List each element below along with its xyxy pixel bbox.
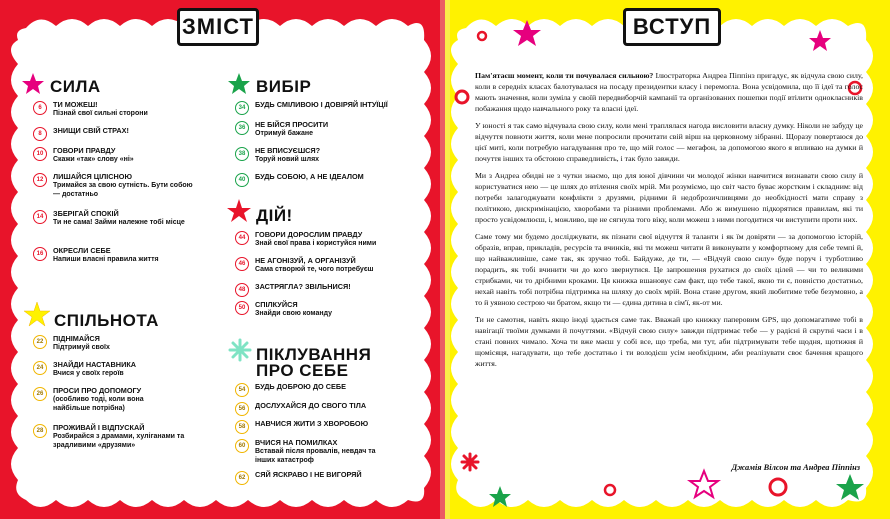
entry-heading: ПРОЖИВАЙ І ВІДПУСКАЙ: [53, 423, 145, 432]
star-icon: [836, 474, 864, 500]
toc-entry[interactable]: [235, 146, 405, 164]
page-number: 10: [33, 147, 47, 161]
entry-subtitle: Отримуй бажане: [255, 130, 313, 137]
ring-icon: [605, 485, 615, 495]
page-number: 48: [235, 283, 249, 297]
page-number: 44: [235, 231, 249, 245]
entry-heading: СЯЙ ЯСКРАВО І НЕ ВИГОРЯЙ: [255, 470, 362, 479]
entry-heading: ВЧИСЯ НА ПОМИЛКАХ: [255, 438, 338, 447]
entry-heading: БУДЬ СОБОЮ, А НЕ ІДЕАЛОМ: [255, 172, 364, 181]
entry-heading: ЗНИЩИ СВІЙ СТРАХ!: [53, 126, 129, 135]
ring-icon: [770, 479, 786, 495]
entry-heading: НЕ ВПИСУЄШСЯ?: [255, 146, 321, 155]
star-icon: [24, 302, 50, 326]
page-number: 24: [33, 361, 47, 375]
toc-entry[interactable]: [33, 209, 193, 227]
star-icon: [228, 73, 250, 94]
entry-subtitle: Розбирайся з драмами, хуліганами та зрадливими «друзями»: [53, 433, 185, 449]
toc-entry[interactable]: [33, 126, 203, 135]
page-number: 36: [235, 121, 249, 135]
contents-title: ЗМІСТ: [177, 8, 259, 46]
entry-heading: ПІДНІМАЙСЯ: [53, 334, 100, 343]
toc-entry[interactable]: [235, 230, 410, 248]
entry-subtitle: Вчися у своїх героїв: [53, 370, 124, 377]
ring-icon: [478, 32, 486, 40]
entry-subtitle: Пізнай свої сильні сторони: [53, 110, 148, 117]
intro-body: [475, 70, 863, 375]
section-title-vybir: ВИБІР: [256, 77, 312, 96]
toc-entry[interactable]: [33, 172, 193, 199]
entry-heading: ГОВОРИ ПРАВДУ: [53, 146, 116, 155]
page-number: 14: [33, 210, 47, 224]
intro-title: ВСТУП: [623, 8, 721, 46]
entry-heading: БУДЬ СМІЛИВОЮ І ДОВІРЯЙ ІНТУЇЦІЇ: [255, 100, 388, 109]
star-icon: [809, 30, 831, 51]
page-number: 6: [33, 101, 47, 115]
intro-paragraph: У юності я так само відчувала свою силу, коли мені траплялася нагода висловити власну думку. Ніколи не забуду це відчуття повноти життя, коли мене попросили прочитати свій вірш на церковному зібранні. Щоразу повертаюся до цієї миті, коли потребую нагадування про те, що мій голос — мегафон, за допомогою якого я впливаю на думки й почуття інших та обстоюю справедливість, і так було завжди.: [475, 121, 863, 163]
star-icon: [513, 20, 541, 46]
entry-heading: НЕ АГОНІЗУЙ, А ОРГАНІЗУЙ: [255, 256, 356, 265]
entry-heading: ДОСЛУХАЙСЯ ДО СВОГО ТІЛА: [255, 401, 367, 410]
entry-heading: БУДЬ ДОБРОЮ ДО СЕБЕ: [255, 382, 346, 391]
toc-entry[interactable]: [235, 100, 410, 109]
entry-subtitle: Підтримуй своїх: [53, 344, 110, 351]
entry-heading: НЕ БІЙСЯ ПРОСИТИ: [255, 120, 329, 129]
entry-subtitle: Торуй новий шлях: [255, 156, 320, 163]
entry-heading: ОКРЕСЛИ СЕБЕ: [53, 246, 111, 255]
toc-entry[interactable]: [33, 386, 173, 413]
page-number: 34: [235, 101, 249, 115]
page-number: 8: [33, 127, 47, 141]
entry-heading: ЗАСТРЯГЛА? ЗВІЛЬНИСЯ!: [255, 282, 351, 291]
toc-entry[interactable]: [33, 100, 203, 118]
page-number: 28: [33, 424, 47, 438]
entry-subtitle: Скажи «так» слову «ні»: [53, 156, 134, 163]
toc-entry[interactable]: [235, 438, 395, 465]
toc-entry[interactable]: [235, 282, 410, 291]
toc-entry[interactable]: [33, 334, 203, 352]
entry-heading: ЛИШАЙСЯ ЦІЛІСНОЮ: [53, 172, 132, 181]
burst-icon: [462, 454, 478, 470]
entry-heading: ЗНАЙДИ НАСТАВНИКА: [53, 360, 137, 369]
entry-heading: ГОВОРИ ДОРОСЛИМ ПРАВДУ: [255, 230, 363, 239]
section-title-pikluvannia: ПІКЛУВАННЯ: [256, 345, 372, 364]
entry-subtitle: Знай свої права і користуйся ними: [255, 240, 377, 247]
intro-paragraph-text: Ілюстраторка Андреа Піппінз пригадує, як відчула свою силу, коли в середніх класах балотувалася на посаду президентки класу і перемогла. Вона усвідомила, що її ідеї та голос мають значення, коли зуміла у своїй передвиборчій кампанії та організованих пошепки події втілити однокласників побажання щодо навчального року та власні ідеї.: [475, 71, 863, 113]
entry-heading: СПІЛКУЙСЯ: [255, 300, 298, 309]
toc-entry[interactable]: [33, 246, 203, 264]
page-number: 50: [235, 301, 249, 315]
toc-entry[interactable]: [235, 382, 410, 391]
toc-entry[interactable]: [235, 419, 410, 428]
entry-heading: НАВЧИСЯ ЖИТИ З ХВОРОБОЮ: [255, 419, 369, 428]
entry-subtitle: (особливо тоді, коли вона найбільше потрібна): [53, 396, 144, 412]
entry-heading: ТИ МОЖЕШ!: [53, 100, 98, 109]
page-number: 62: [235, 471, 249, 485]
page-number: 26: [33, 387, 47, 401]
toc-entry[interactable]: [33, 423, 193, 450]
toc-entry[interactable]: [235, 120, 405, 138]
page-number: 46: [235, 257, 249, 271]
intro-lead-question: Пам'ятаєш момент, коли ти почувалася сильною?: [475, 71, 654, 80]
entry-heading: ПРОСИ ПРО ДОПОМОГУ: [53, 386, 142, 395]
entry-subtitle: Напиши власні правила життя: [53, 256, 159, 263]
toc-entry[interactable]: [235, 256, 410, 274]
entry-subtitle: Сама створюй те, чого потребуєш: [255, 266, 374, 273]
page-number: 12: [33, 173, 47, 187]
toc-entry[interactable]: [33, 360, 203, 378]
section-title-sila: СИЛА: [50, 77, 101, 96]
page-number: 58: [235, 420, 249, 434]
toc-entry[interactable]: [235, 470, 410, 479]
intro-paragraph: Ми з Андреа обидві не з чутки знаємо, що для юної дівчини чи молодої жінки навчитися визнавати свою силу й користуватися нею — це шлях до втілення своїх мрій. Ми розуміємо, що світ часто буває жорстким і складним: від потреби залагоджувати конфлікти з друзями, рідними й недоброзичливцями до необхідності мати справу з політикою, дискримінацією, хворобами та різними проблемами. Або ж вимушено підкорятися правилам, які ти просто усвідомлюєш, і, можливо, ще не сягнула того віку, коли можеш з ними погодитися чи виступити проти них.: [475, 171, 863, 224]
intro-paragraph: Ти не самотня, навіть якщо іноді здається саме так. Вважай цю книжку паперовим GPS, що допомагатиме тобі в навігації твоїми думками й почуттями. «Відчуй свою силу» завжди підтримає тебе — у радісні й скрутні часи і в стані повних чимало. Хоча ти вже маєш у собі все, що треба, ми тут, аби підтримувати тебе щодня, щотижня й щомісяця, нагадувати, що тебе достатньо і ти володієш усім необхідним, аби реалізувати своє бачення кращого життя.: [475, 315, 863, 368]
page-number: 16: [33, 247, 47, 261]
intro-paragraph: Саме тому ми будемо досліджувати, як пізнати свої відчуття й таланти і як їм довіряти — за допомогою історій, образів, вправ, прикладів, ресурсів та вчинків, які ти можеш читати й виконувати у комфортному для себе темпі й, що найважливіше, саме так, як зручно тобі. Байдуже, де ти, — «Відчуй свою силу» буде поруч і турботливо порадить, як тобі вчинити чи до кого звернутися. Це запрошення рухатися до своїх цілей — чи то великими стрибками, чи то дрібними кроками. Ця книжка вшановує сам факт, що тебе такої, якою ти є, повністю достатньо, нехай навіть тобі потрібна підтримка на шляху до своїх мрій. Вона стане другом, який любитиме тебе безумовно, а то й уявною сестрою чи братом, якщо ти — єдина дитина в сім'ї, як-от ми.: [475, 232, 863, 307]
entry-subtitle: Ти не сама! Займи належне тобі місце: [53, 219, 185, 226]
section-title-diy: ДІЙ!: [256, 206, 293, 225]
toc-entry[interactable]: [235, 401, 410, 410]
entry-subtitle: Знайди свою команду: [255, 310, 333, 317]
star-icon: [690, 471, 718, 497]
star-icon: [489, 486, 511, 507]
entry-subtitle: Вставай після провалів, невдач та інших катастроф: [255, 448, 376, 464]
star-icon: [22, 73, 44, 94]
authors-signature: Джамія Вілсон та Андреа Піппінз: [731, 463, 860, 472]
burst-icon: [230, 340, 250, 360]
toc-entry[interactable]: [33, 146, 203, 164]
intro-paragraph: [475, 70, 863, 114]
entry-subtitle: Тримайся за свою сутність. Бути собою — достатньо: [53, 182, 193, 198]
page-number: 54: [235, 383, 249, 397]
ring-icon: [456, 91, 468, 103]
toc-entry[interactable]: [235, 300, 410, 318]
section-title-spilnota: СПІЛЬНОТА: [54, 311, 159, 330]
page-number: 40: [235, 173, 249, 187]
toc-entry[interactable]: [235, 172, 405, 181]
page-number: 56: [235, 402, 249, 416]
entry-heading: ЗБЕРІГАЙ СПОКІЙ: [53, 209, 119, 218]
page-number: 22: [33, 335, 47, 349]
section-title-pikluvannia-line2: ПРО СЕБЕ: [256, 361, 349, 380]
star-icon: [227, 199, 251, 222]
page-number: 38: [235, 147, 249, 161]
page-number: 60: [235, 439, 249, 453]
